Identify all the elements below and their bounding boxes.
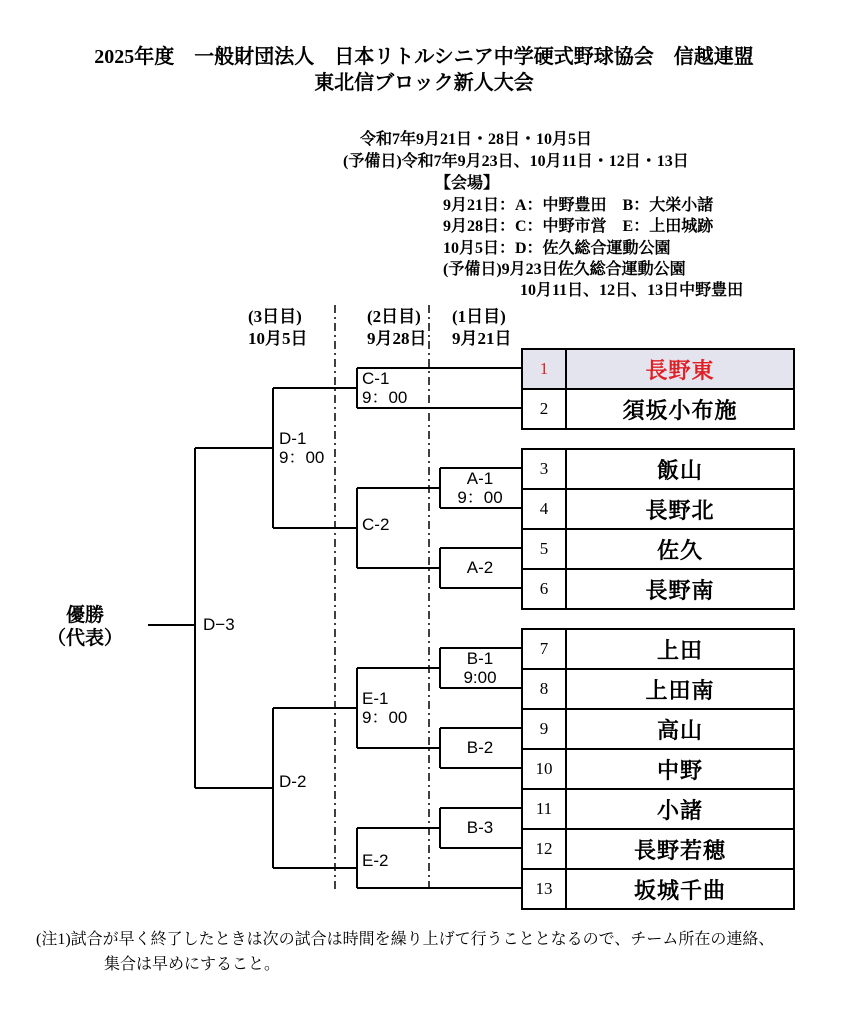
team-name: 上田 [656,637,703,663]
match-d3-name: D−3 [203,615,235,634]
venue-day1: 9月21日：A：中野豊田 B：大栄小諸 [443,197,714,214]
team-seed: 12 [523,830,567,868]
champion-label-line2: （代表） [46,628,123,649]
match-label-c2 [362,515,389,534]
team-seed: 1 [523,350,567,388]
team-block-seeds-1-2 [521,348,795,430]
team-seed: 9 [523,710,567,748]
match-a1-name: A-1 [466,469,494,488]
match-d2-name: D-2 [279,772,307,791]
match-c1-time: 9：00 [362,388,408,407]
team-block-seeds-7-13 [521,628,795,910]
match-a2-name: A-2 [466,558,494,577]
team-name: 長野東 [645,357,715,383]
team-row [523,790,793,830]
page-title: 2025年度 一般財団法人 日本リトルシニア中学硬式野球協会 信越連盟 [94,46,754,68]
schedule-reserve-dates: (予備日)令和7年9月23日、10月11日・12日・13日 [343,153,689,170]
team-row [523,350,793,390]
team-seed: 10 [523,750,567,788]
match-a1-time: 9：00 [457,488,503,507]
team-name: 佐久 [656,537,703,563]
venue-day2: 9月28日：C：中野市営 E：上田城跡 [443,218,714,235]
match-c1-name: C-1 [362,369,390,388]
team-name: 飯山 [656,457,703,483]
venue-heading: 【会場】 [435,175,500,192]
match-e1-name: E-1 [362,689,389,708]
champion-label [40,604,130,650]
match-label-d3 [203,615,235,634]
match-label-e2 [362,851,388,870]
venue-reserve2: 10月11日、12日、13日中野豊田 [520,282,744,299]
team-name: 須坂小布施 [622,397,738,423]
team-name: 高山 [656,717,703,743]
team-seed: 11 [523,790,567,828]
team-row [523,490,793,530]
match-label-a2 [440,558,520,577]
footnote-line2: 集合は早めにすること。 [104,956,281,973]
team-seed: 13 [523,870,567,908]
match-label-b2 [440,738,520,757]
schedule-dates: 令和7年9月21日・28日・10月5日 [360,131,593,148]
match-b1-name: B-1 [466,649,494,668]
team-row [523,570,793,608]
match-label-e1 [362,689,407,727]
team-seed: 4 [523,490,567,528]
round-header-day2-date: 9月28日 [367,329,427,348]
round-header-day3-label: (3日目) [248,307,302,326]
round-header-day1-label: (1日目) [452,307,506,326]
match-e2-name: E-2 [362,851,389,870]
team-name: 小諸 [656,797,703,823]
match-b2-name: B-2 [466,738,494,757]
team-name: 長野若穂 [633,837,726,863]
team-seed: 8 [523,670,567,708]
match-label-a1 [440,469,520,507]
match-b3-name: B-3 [466,818,494,837]
team-name: 長野南 [645,577,715,603]
team-name: 坂城千曲 [633,877,726,903]
team-name: 長野北 [645,497,715,523]
venue-day3: 10月5日：D：佐久総合運動公園 [443,240,671,257]
team-name: 中野 [656,757,703,783]
team-seed: 2 [523,390,567,428]
team-row [523,670,793,710]
team-row [523,450,793,490]
page-subtitle: 東北信ブロック新人大会 [314,72,534,94]
team-row [523,630,793,670]
match-e1-time: 9：00 [362,708,408,727]
footnote-line1: (注1)試合が早く終了したときは次の試合は時間を繰り上げて行うこととなるので、チーム所在の連絡、 [36,931,775,948]
team-row [523,390,793,428]
team-row [523,830,793,870]
team-seed: 3 [523,450,567,488]
match-c2-name: C-2 [362,515,390,534]
match-d1-name: D-1 [279,429,307,448]
round-header-day1-date: 9月21日 [452,329,512,348]
team-seed: 7 [523,630,567,668]
match-label-d2 [279,772,306,791]
team-seed: 6 [523,570,567,608]
champion-label-line1: 優勝 [65,605,104,626]
team-row [523,710,793,750]
match-label-b3 [440,818,520,837]
venue-reserve1: (予備日)9月23日佐久総合運動公園 [443,261,686,278]
match-label-c1 [362,369,407,407]
match-label-d1 [279,429,324,467]
team-name: 上田南 [645,677,715,703]
match-label-b1 [440,649,520,687]
round-header-day3-date: 10月5日 [248,329,308,348]
team-row [523,870,793,908]
round-header-day2-label: (2日目) [367,307,421,326]
team-block-seeds-3-6 [521,448,795,610]
match-b1-time: 9:00 [463,668,497,687]
match-d1-time: 9：00 [279,448,325,467]
team-row [523,530,793,570]
team-row [523,750,793,790]
team-seed: 5 [523,530,567,568]
